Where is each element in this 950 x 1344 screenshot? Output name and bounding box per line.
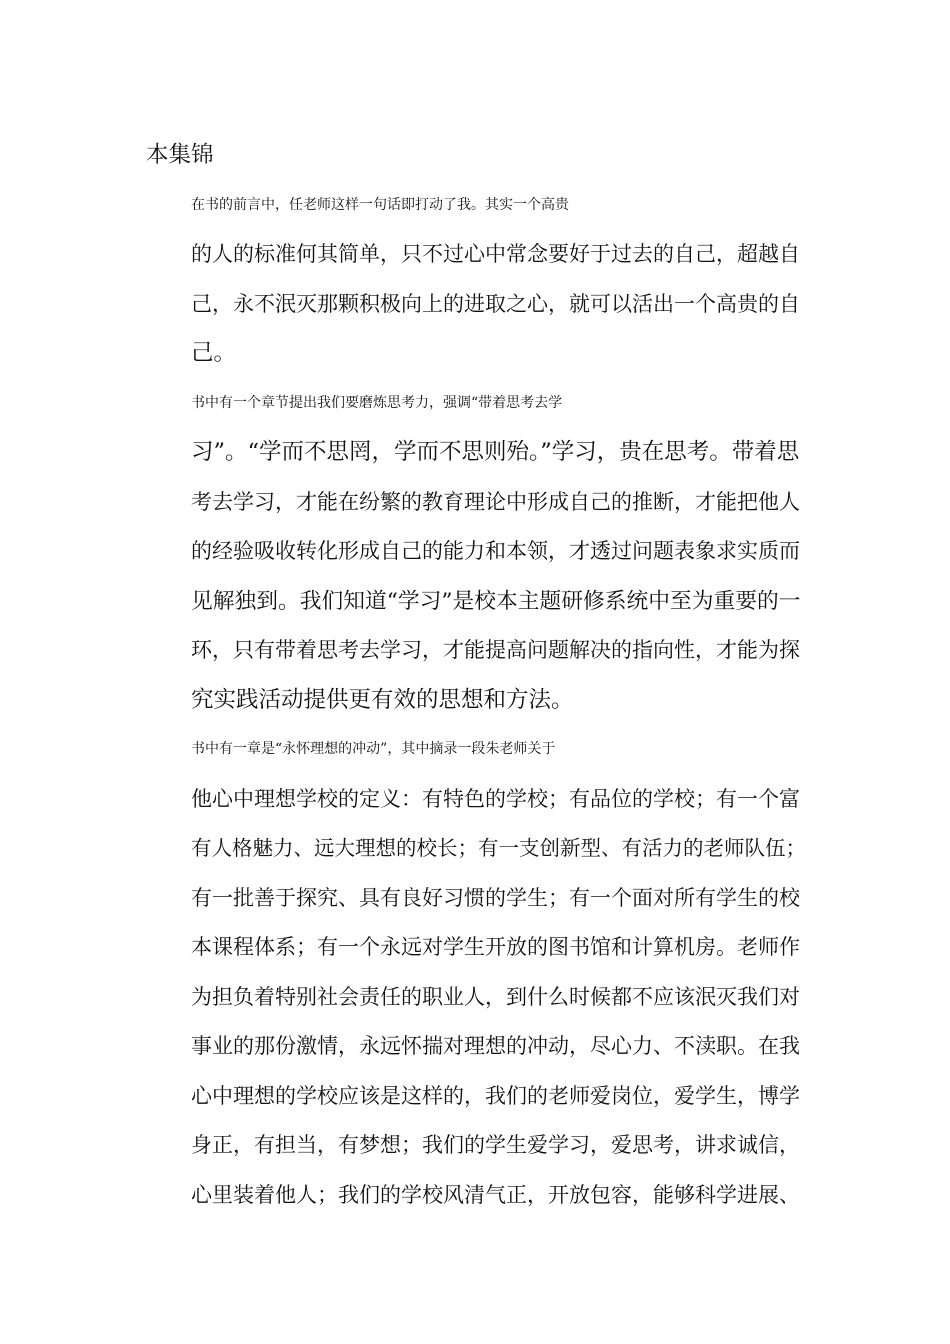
paragraph-0 xyxy=(146,131,806,181)
text-line: 心中理想的学校应该是这样的，我们的老师爱岗位，爱学生，博学 xyxy=(191,1083,800,1108)
paragraph-1 xyxy=(146,181,806,379)
text-line: 心里装着他人；我们的学校风清气正，开放包容，能够科学进展、 xyxy=(191,1182,800,1207)
text-line: 的经验吸收转化形成自己的能力和本领，才透过问题表象求实质而 xyxy=(191,539,800,563)
text-line: 本课程体系；有一个永远对学生开放的图书馆和计算机房。老师作 xyxy=(191,935,800,959)
text-line: 为担负着特别社会责任的职业人，到什么时候都不应该泯灭我们对 xyxy=(191,984,800,1009)
text-line: 有一批善于探究、具有良好习惯的学生；有一个面对所有学生的校 xyxy=(191,885,800,910)
text-line: 事业的那份激情，永远怀揣对理想的冲动，尽心力、不渎职。在我 xyxy=(191,1034,800,1058)
text-line: 习”。“学而不思罔，学而不思则殆。”学习，贵在思考。带着思 xyxy=(191,439,800,465)
text-line: 在书的前言中，任老师这样一句话即打动了我。其实一个高贵 xyxy=(191,196,569,213)
text-line: 书中有一章是“永怀理想的冲动”，其中摘录一段朱老师关于 xyxy=(191,741,556,757)
text-line: 身正，有担当，有梦想；我们的学生爱学习，爱思考，讲求诚信， xyxy=(191,1133,800,1157)
text-line: 他心中理想学校的定义：有特色的学校；有品位的学校；有一个富 xyxy=(191,786,800,811)
text-line: 的人的标准何其简单，只不过心中常念要好于过去的自己，超越自 xyxy=(191,242,800,266)
text-line: 究实践活动提供更有效的思想和方法。 xyxy=(191,686,574,713)
text-line: 考去学习，才能在纷繁的教育理论中形成自己的推断，才能把他人 xyxy=(191,489,800,514)
text-line: 己。 xyxy=(191,340,237,366)
document-body xyxy=(146,131,806,1220)
paragraph-3 xyxy=(146,725,806,1220)
paragraph-2 xyxy=(146,379,806,726)
text-line: 己，永不泯灭那颗积极向上的进取之心，就可以活出一个高贵的自 xyxy=(191,291,800,316)
text-line: 有人格魅力、远大理想的校长；有一支创新型、有活力的老师队伍； xyxy=(191,836,806,860)
text-line: 书中有一个章节提出我们要磨炼思考力，强调“带着思考去学 xyxy=(191,394,563,411)
text-line: 环，只有带着思考去学习，才能提高问题解决的指向性，才能为探 xyxy=(191,638,800,662)
text-line: 本集锦 xyxy=(146,142,214,168)
text-line: 见解独到。我们知道“学习”是校本主题研修系统中至为重要的一 xyxy=(191,588,801,614)
